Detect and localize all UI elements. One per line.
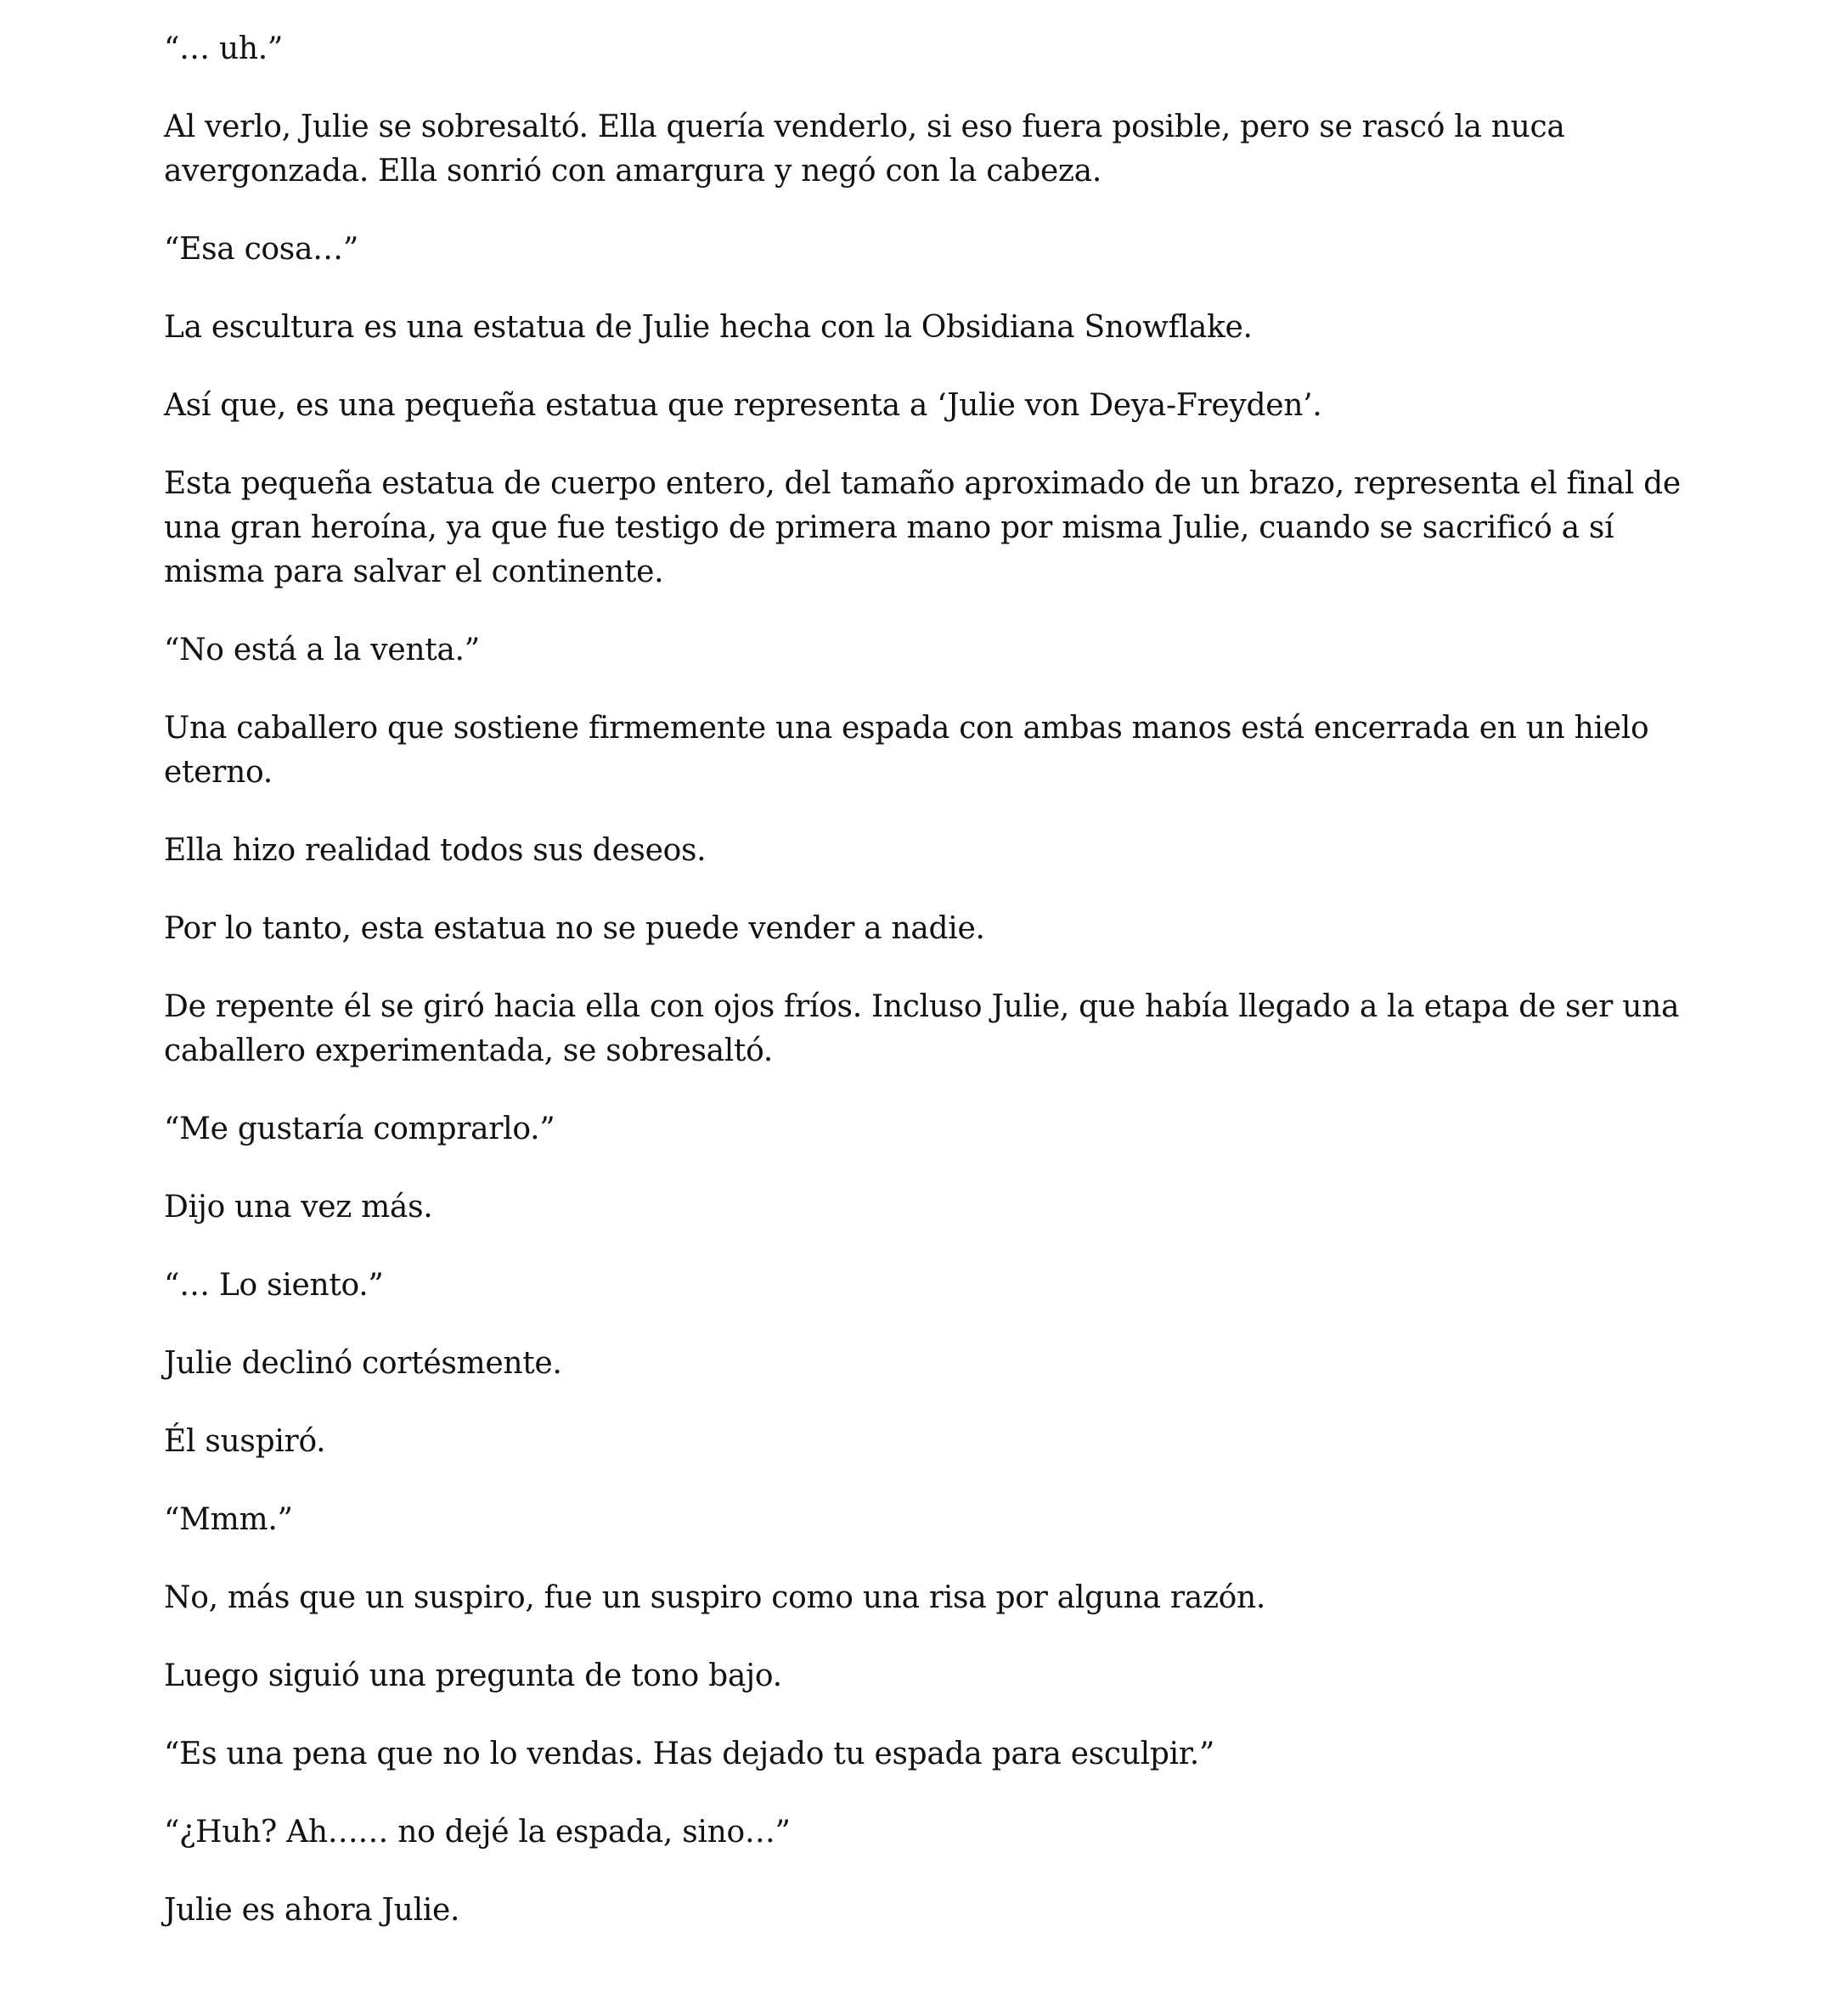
paragraph: Ella hizo realidad todos sus deseos. <box>164 833 707 868</box>
paragraph: Por lo tanto, esta estatua no se puede vender a nadie. <box>164 911 985 946</box>
paragraph: “… uh.” <box>164 31 283 66</box>
paragraph: Julie es ahora Julie. <box>164 1893 460 1928</box>
paragraph: “Es una pena que no lo vendas. Has dejado tu espada para esculpir.” <box>164 1737 1215 1771</box>
paragraph: “No está a la venta.” <box>164 633 480 667</box>
paragraph: “¿Huh? Ah…… no dejé la espada, sino…” <box>164 1815 791 1850</box>
paragraph: Una caballero que sostiene firmemente una espada con ambas manos está encerrada en un hielo eterno. <box>164 711 1649 790</box>
paragraph: Al verlo, Julie se sobresaltó. Ella quería venderlo, si eso fuera posible, pero se rascó la nuca avergonzada. Ella sonrió con amargura y negó con la cabeza. <box>164 110 1565 189</box>
paragraph: Julie declinó cortésmente. <box>164 1346 562 1381</box>
paragraph: Él suspiró. <box>164 1424 326 1459</box>
paragraph: De repente él se giró hacia ella con ojos fríos. Incluso Julie, que había llegado a la etapa de ser una caballero experimentada, se sobresaltó. <box>164 989 1680 1068</box>
paragraph: “Me gustaría comprarlo.” <box>164 1112 555 1146</box>
paragraph: Dijo una vez más. <box>164 1190 433 1225</box>
paragraph: Esta pequeña estatua de cuerpo entero, del tamaño aproximado de un brazo, representa el final de una gran heroína, ya que fue testigo de primera mano por misma Julie, cuando se sacrificó a sí misma para salvar el continente. <box>164 466 1681 589</box>
document-body <box>164 27 1710 1967</box>
paragraph: Luego siguió una pregunta de tono bajo. <box>164 1658 782 1693</box>
paragraph: La escultura es una estatua de Julie hecha con la Obsidiana Snowflake. <box>164 310 1253 345</box>
paragraph: “Esa cosa…” <box>164 232 358 267</box>
paragraph: No, más que un suspiro, fue un suspiro como una risa por alguna razón. <box>164 1580 1266 1615</box>
paragraph: “… Lo siento.” <box>164 1268 384 1303</box>
paragraph: Así que, es una pequeña estatua que representa a ‘Julie von Deya-Freyden’. <box>164 388 1322 423</box>
paragraph: “Mmm.” <box>164 1502 293 1537</box>
